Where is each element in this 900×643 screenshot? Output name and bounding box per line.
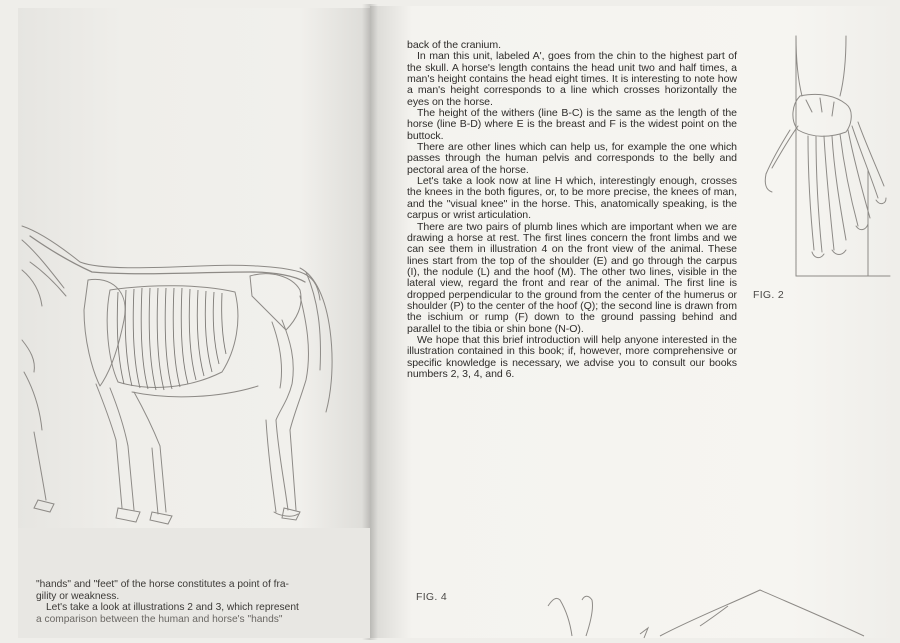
fig2-caption: FIG. 2 xyxy=(753,289,784,301)
hand-skeleton-illustration xyxy=(765,36,890,276)
paragraph: There are other lines which can help us, for example the one which passes through the human pelvis and corresponds to the belly and pectoral area of the horse. xyxy=(407,141,737,176)
paragraph: We hope that this brief introduction will help anyone interested in the illustration contained in this book; if, however, more comprehensive or specific knowledge is necessary, we advise you to consult our books numbers 2, 3, 4, and 6. xyxy=(407,333,737,380)
fig4-sketch xyxy=(548,590,864,638)
body-text xyxy=(407,40,737,380)
paragraph: In man this unit, labeled A', goes from the chin to the highest part of the skull. A horse's length contains the head unit two and half times, a man's height contains the head eight times. It is interesting to note how a man's height corresponds to a line which crosses horizontally the eyes on the horse. xyxy=(407,50,737,108)
paragraph: The height of the withers (line B-C) is the same as the length of the horse (line B-D) where E is the breast and F is the widest point on the buttock. xyxy=(407,107,737,142)
paragraph: back of the cranium. xyxy=(407,39,501,51)
paragraph: There are two pairs of plumb lines which are important when we are drawing a horse at rest. The first lines concern the front limbs and we can see them in illustration 4 on the front view of the animal. These lines start from the top of the shoulder (E) and go through the carpus (I), the nodule (L) and the hoof (M). The other two lines, visible in the lateral view, regard the front and rear of the animal. The first line is dropped perpendicular to the ground from the center of the humerus or shoulder (P) to the center of the hoof (Q); the second line is drawn from the ischium or rump (F) down to the ground passing behind and parallel to the tibia or shin bone (N-O). xyxy=(407,220,737,335)
snippet-line: Let's take a look at illustrations 2 and 3, which represent xyxy=(46,602,299,614)
snippet-line: gility or weakness. xyxy=(36,590,120,602)
snippet-line: "hands" and "feet" of the horse constitutes a point of fra- xyxy=(36,579,289,590)
left-page-text xyxy=(36,579,361,625)
fig4-caption: FIG. 4 xyxy=(416,591,447,603)
paragraph: Let's take a look now at line H which, interestingly enough, crosses the knees in the both figures, or, to be more precise, the knees of man, and the "visual knee" in the horse. This, anatomically speaking, is the carpus or wrist articulation. xyxy=(407,175,737,222)
snippet-line: a comparison between the human and horse's "hands" xyxy=(36,613,283,625)
